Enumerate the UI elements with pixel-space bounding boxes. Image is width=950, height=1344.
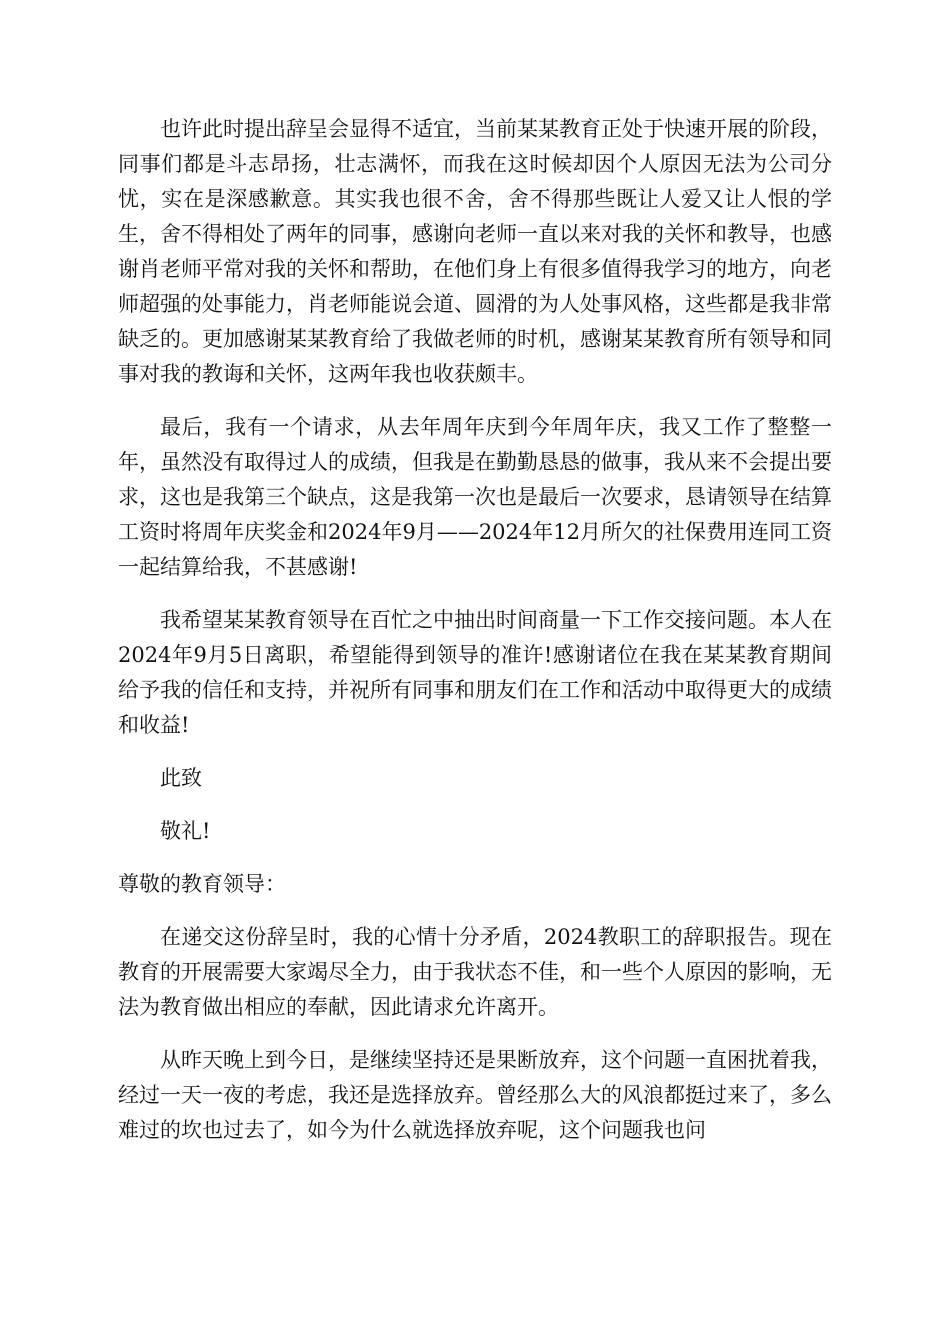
closing-salute: 敬礼!	[160, 819, 211, 843]
body-paragraph: 我希望某某教育领导在百忙之中抽出时间商量一下工作交接问题。本人在2024年9月5日离职，希望能得到领导的准许!感谢诸位在我在某某教育期间给予我的信任和支持，并祝所有同事和朋友们在工作和活动中取得更大的成绩和收益!	[118, 608, 832, 737]
body-paragraph: 在递交这份辞呈时，我的心情十分矛盾，2024教职工的辞职报告。现在教育的开展需要大家竭尽全力，由于我状态不佳，和一些个人原因的影响，无法为教育做出相应的奉献，因此请求允许离开。	[118, 925, 832, 1019]
letter-salutation: 尊敬的教育领导：	[118, 872, 286, 896]
body-paragraph: 从昨天晚上到今日，是继续坚持还是果断放弃，这个问题一直困扰着我，经过一天一夜的考虑，我还是选择放弃。曾经那么大的风浪都挺过来了，多么难过的坎也过去了，如今为什么就选择放弃呢，这个问题我也问	[118, 1048, 832, 1142]
body-paragraph: 也许此时提出辞呈会显得不适宜，当前某某教育正处于快速开展的阶段，同事们都是斗志昂扬，壮志满怀，而我在这时候却因个人原因无法为公司分忧，实在是深感歉意。其实我也很不舍，舍不得那些既让人爱又让人恨的学生，舍不得相处了两年的同事，感谢向老师一直以来对我的关怀和教导，也感谢肖老师平常对我的关怀和帮助，在他们身上有很多值得我学习的地方，向老师超强的处事能力，肖老师能说会道、圆滑的为人处事风格，这些都是我非常缺乏的。更加感谢某某教育给了我做老师的时机，感谢某某教育所有领导和同事对我的教诲和关怀，这两年我也收获颇丰。	[118, 117, 832, 386]
closing-regards: 此致	[160, 766, 202, 790]
body-paragraph: 最后，我有一个请求，从去年周年庆到今年周年庆，我又工作了整整一年，虽然没有取得过人的成绩，但我是在勤勤恳恳的做事，我从来不会提出要求，这也是我第三个缺点，这是我第一次也是最后一次要求，恳请领导在结算工资时将周年庆奖金和2024年9月——2024年12月所欠的社保费用连同工资一起结算给我，不甚感谢!	[118, 415, 832, 579]
